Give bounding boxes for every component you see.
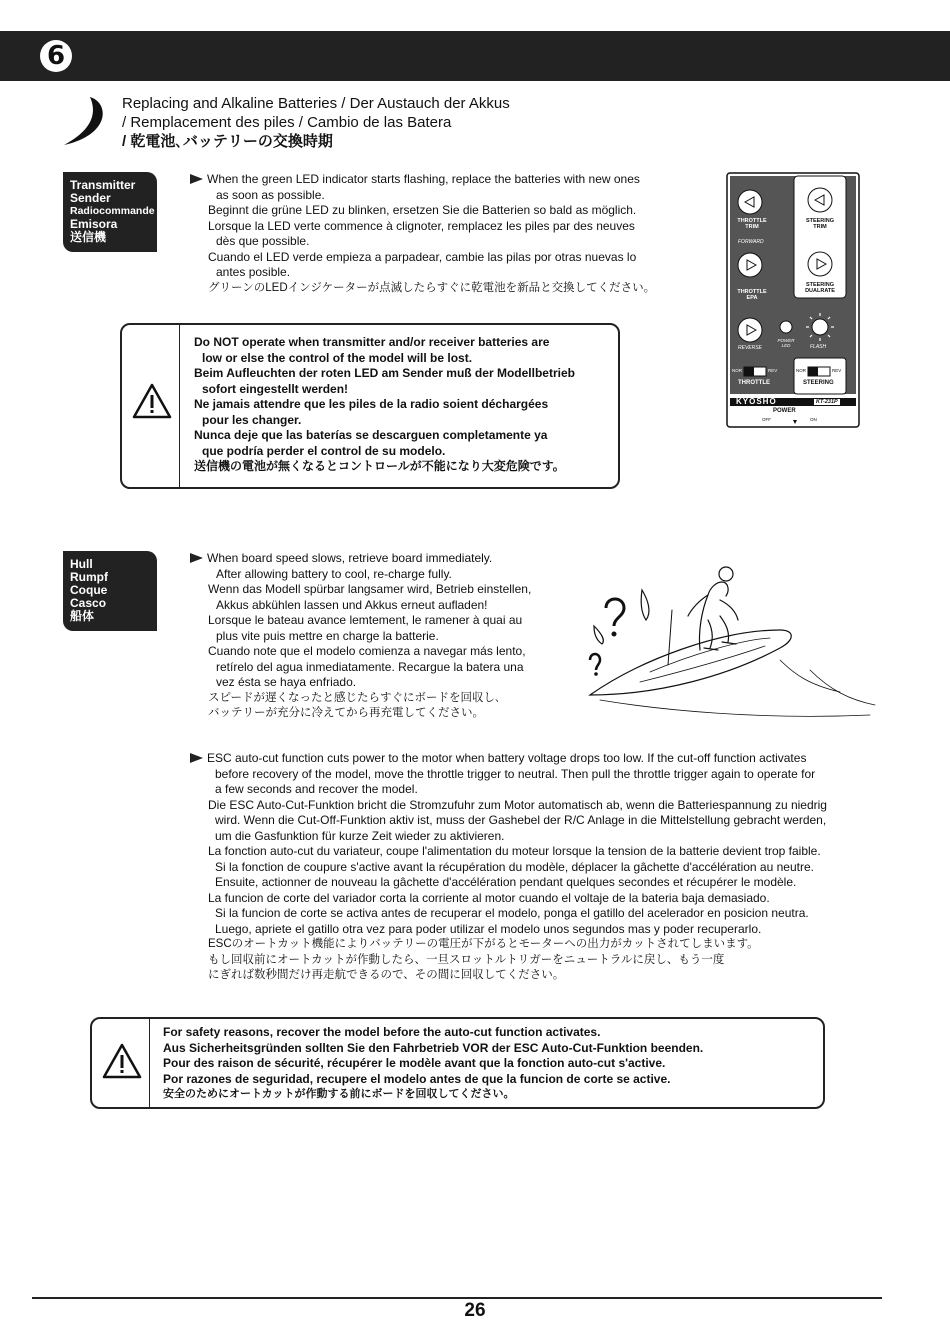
warning-line: sofort eingestellt werden! xyxy=(202,381,349,396)
text-line: Cuando note que el modelo comienza a navegar más lento, xyxy=(208,644,526,658)
crescent-icon xyxy=(60,95,112,147)
tag-line: Radiocommande xyxy=(70,205,155,217)
warning-line: For safety reasons, recover the model before the auto-cut function activates. xyxy=(163,1025,601,1039)
esc-instructions xyxy=(190,751,890,984)
throttle-label: THROTTLE xyxy=(738,380,770,386)
hull-instructions xyxy=(190,551,570,722)
tag-line: Hull xyxy=(70,557,93,571)
warning-line: 送信機の電池が無くなるとコントロールが不能になり大変危険です。 xyxy=(194,459,565,473)
text-line: La fonction auto-cut du variateur, coupe l'alimentation du moteur lorsque la tension de la batterie devient trop faible. xyxy=(208,844,821,858)
text-line: Die ESC Auto-Cut-Funktion bricht die Stromzufuhr zum Motor automatisch ab, wenn die Batteriespannung zu niedrig xyxy=(208,797,827,812)
text-line: La funcion de corte del variador corta la corriente al motor cuando el voltaje de la bateria baja demasiado. xyxy=(208,890,770,905)
throttle-trim-label: THROTTLE TRIM xyxy=(737,218,767,230)
warning-line: Aus Sicherheitsgründen sollten Sie den Fahrbetrieb VOR der ESC Auto-Cut-Funktion beenden. xyxy=(163,1040,704,1055)
steering-label: STEERING xyxy=(803,380,834,386)
warning-line: 安全のためにオートカットが作動する前にボードを回収してください。 xyxy=(163,1088,515,1100)
step-number-badge: 6 xyxy=(40,40,72,72)
warning-line: Por razones de seguridad, recupere el modelo antes de que la funcion de corte se active. xyxy=(163,1071,671,1086)
transmitter-panel-illustration xyxy=(726,172,860,428)
bullet-arrow-icon xyxy=(190,753,203,763)
text-line: plus vite puis mettre en charge la batterie. xyxy=(216,628,439,643)
text-line: Si la fonction de coupure s'active avant la récupération du modèle, déplacer la gâchette d'accélération au neutre. xyxy=(215,859,814,874)
text-line: antes posible. xyxy=(216,265,291,279)
text-line: When the green LED indicator starts flashing, replace the batteries with new ones xyxy=(207,172,640,186)
text-line: ESC auto-cut function cuts power to the motor when battery voltage drops too low. If the cut-off function activates xyxy=(207,751,807,765)
text-line: ESCのオートカット機能によりバッテリーの電圧が下がるとモーターへの出力がカットされてしまいます。 xyxy=(208,938,759,950)
reverse-label: REVERSE xyxy=(738,345,762,351)
title-line-en-de: Replacing and Alkaline Batteries / Der Austauch der Akkus xyxy=(122,95,510,112)
tag-line: Sender xyxy=(70,191,111,205)
nor-label-steering: NOR xyxy=(796,368,806,373)
title-line-fr-es: / Remplacement des piles / Cambio de las Batera xyxy=(122,114,452,131)
warning-divider xyxy=(179,325,180,487)
transmitter-tag xyxy=(63,172,157,252)
on-label: ON xyxy=(810,417,817,422)
warning-text xyxy=(163,1025,823,1103)
tag-line: Emisora xyxy=(70,217,118,231)
text-line: にぎれば数秒間だけ再走航できるので、その間に回収してください。 xyxy=(208,969,565,981)
warning-line: Beim Aufleuchten der roten LED am Sender muß der Modellbetrieb xyxy=(194,366,575,380)
text-line: Si la funcion de corte se activa antes de recuperar el modelo, ponga el gatillo del acelerador en posicion neutra. xyxy=(215,906,809,920)
nor-label: NOR xyxy=(732,368,742,373)
bullet-arrow-icon xyxy=(190,553,203,563)
text-line: retírelo del agua inmediatamente. Recargue la batera una xyxy=(216,659,524,674)
warning-line: Ne jamais attendre que les piles de la radio soient déchargées xyxy=(194,397,549,411)
step-header-bar xyxy=(0,31,950,81)
text-line: When board speed slows, retrieve board immediately. xyxy=(207,551,493,565)
text-line: wird. Wenn die Cut-Off-Funktion aktiv ist, muss der Gashebel der R/C Anlage in die Mittelstellung gebracht werden, xyxy=(215,813,827,827)
warning-line: Do NOT operate when transmitter and/or receiver batteries are xyxy=(194,335,550,349)
text-line: バッテリーが充分に冷えてから再充電してください。 xyxy=(208,707,484,719)
model-number: KT-231P xyxy=(816,399,838,405)
warning-triangle-icon xyxy=(132,383,172,419)
warning-triangle-icon xyxy=(102,1043,142,1079)
tag-line: 船体 xyxy=(70,609,95,623)
text-line: Beginnt die grüne LED zu blinken, ersetzen Sie die Batterien so bald as möglich. xyxy=(208,203,637,217)
text-line: Wenn das Modell spürbar langsamer wird, Betrieb einstellen, xyxy=(208,582,532,596)
text-line: as soon as possible. xyxy=(216,187,325,202)
power-label: POWER xyxy=(773,408,796,414)
footer-rule xyxy=(32,1297,882,1299)
transmitter-instructions xyxy=(190,172,710,296)
bullet-arrow-icon xyxy=(190,174,203,184)
warning-line: que podría perder el control de su modelo. xyxy=(202,443,446,458)
text-line: Lorsque la LED verte commence à clignoter, remplacez les piles par des neuves xyxy=(208,218,635,233)
text-line: vez ésta se haya enfriado. xyxy=(216,675,357,689)
text-line: Ensuite, actionner de nouveau la gâchette d'accélération pendant quelques secondes et récupérer le modèle. xyxy=(215,875,797,889)
warning-line: low or else the control of the model will be lost. xyxy=(202,350,473,365)
steering-trim-label: STEERING TRIM xyxy=(805,218,835,230)
warning-line: Pour des raison de sécurité, récupérer le modèle avant que la fonction auto-cut s'active. xyxy=(163,1056,666,1070)
title-line-jp: / 乾電池､バッテリーの交換時期 xyxy=(122,133,333,150)
esc-warning-box xyxy=(90,1017,825,1109)
hull-tag xyxy=(63,551,157,631)
off-label: OFF xyxy=(762,417,771,422)
text-line: Akkus abkühlen lassen und Akkus erneut aufladen! xyxy=(216,597,488,612)
tag-line: Casco xyxy=(70,596,107,610)
surfer-board-illustration xyxy=(580,560,880,725)
rev-label-steering: REV xyxy=(832,368,842,373)
text-line: before recovery of the model, move the throttle trigger to neutral. Then pull the throttle trigger again to operate for xyxy=(215,766,816,781)
text-line: スピードが遅くなったと感じたらすぐにボードを回収し､ xyxy=(208,691,501,704)
brand-logo: KYOSHO xyxy=(736,397,777,406)
text-line: dès que possible. xyxy=(216,234,310,248)
text-line: After allowing battery to cool, re-charge fully. xyxy=(216,566,452,581)
power-led-label: POWER LED xyxy=(777,338,795,348)
warning-line: pour les changer. xyxy=(202,412,302,427)
tag-line: Transmitter xyxy=(70,178,136,192)
forward-label: FORWARD xyxy=(738,239,764,245)
text-line: Luego, apriete el gatillo otra vez para poder utilizar el modelo unos segundos mas y poder recuperarlo. xyxy=(215,921,762,936)
text-line: Cuando el LED verde empieza a parpadear, cambie las pilas por otras nuevas lo xyxy=(208,249,637,264)
text-line: um die Gasfunktion für kurze Zeit wieder zu aktivieren. xyxy=(215,828,505,843)
rev-label: REV xyxy=(768,368,778,373)
text-line: グリーンのLEDインジケーターが点滅したらすぐに乾電池を新品と交換してください。 xyxy=(208,281,656,294)
flash-label: FLASH xyxy=(810,344,827,350)
transmitter-warning-box xyxy=(120,323,620,489)
text-line: もし回収前にオートカットが作動したら、一旦スロットルトリガーをニュートラルに戻し、もう一度 xyxy=(208,953,725,966)
text-line: Lorsque le bateau avance lemtement, le ramener à quai au xyxy=(208,613,523,627)
steering-dualrate-label: STEERING DUALRATE xyxy=(805,282,835,294)
tag-line: Coque xyxy=(70,583,108,597)
warning-text xyxy=(194,335,614,475)
text-line: a few seconds and recover the model. xyxy=(215,782,418,796)
section-title xyxy=(122,94,510,151)
page-number: 26 xyxy=(464,1300,486,1321)
tag-line: Rumpf xyxy=(70,570,108,584)
tag-line: 送信機 xyxy=(70,230,107,244)
warning-line: Nunca deje que las baterías se descarguen completamente ya xyxy=(194,428,548,442)
throttle-epa-label: THROTTLE EPA xyxy=(737,289,767,301)
warning-divider xyxy=(149,1019,150,1107)
